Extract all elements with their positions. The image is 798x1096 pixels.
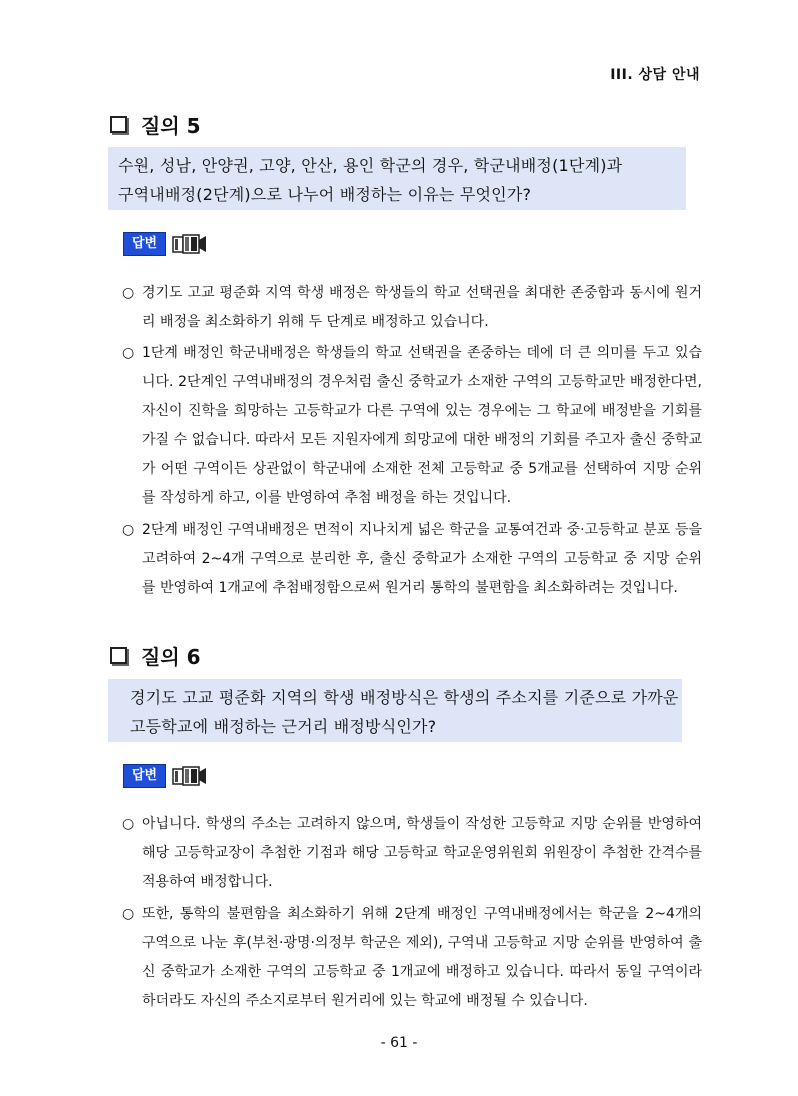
section-header: III. 상담 안내: [610, 67, 700, 83]
list-item: ○ 경기도 고교 평준화 지역 학생 배정은 학생들의 학교 선택권을 최대한 존중함과 동시에 원거리 배정을 최소화하기 위해 두 단계로 배정하고 있습니다.: [122, 285, 702, 330]
question-6-heading: [110, 641, 201, 670]
page-number: - 61 -: [380, 1035, 418, 1051]
video-camera-icon: [172, 764, 208, 788]
question-6-title: 질의 6: [141, 645, 201, 669]
question-5-box: [108, 147, 686, 210]
question-5-line-2: 구역내배정(2단계)으로 나누어 배정하는 이유는 무엇인가?: [118, 185, 532, 204]
video-camera-icon: [172, 232, 208, 256]
question-6-box: [108, 679, 682, 742]
answer-label: 답변: [123, 764, 166, 788]
answer-5-badge: [123, 232, 208, 256]
question-5-title: 질의 5: [141, 114, 201, 138]
square-bullet-icon: [110, 116, 127, 133]
list-item: ○ 2단계 배정인 구역내배정은 면적이 지나치게 넓은 학군을 교통여건과 중·고등학교 분포 등을 고려하여 2~4개 구역으로 분리한 후, 출신 중학교가 소재한 구역의 고등학교 중 지망 순위를 반영하여 1개교에 추첨배정함으로써 원거리 통학의 불편함을 최소화하려는 것입니다.: [122, 522, 702, 596]
list-item: ○ 1단계 배정인 학군내배정은 학생들의 학교 선택권을 존중하는 데에 더 큰 의미를 두고 있습니다. 2단계인 구역내배정의 경우처럼 출신 중학교가 소재한 구역의 고등학교만 배정한다면, 자신이 진학을 희망하는 고등학교가 다른 구역에 있는 경우에는 그 학교에 배정받을 기회를 가질 수 없습니다. 따라서 모든 지원자에게 희망교에 대한 배정의 기회를 주고자 출신 중학교가 어떤 구역이든 상관없이 학군내에 소재한 전체 고등학교 중 5개교를 선택하여 지망 순위를 작성하게 하고, 이를 반영하여 추첨 배정을 하는 것입니다.: [122, 345, 702, 506]
answer-6-badge: [123, 764, 208, 788]
list-item: ○ 또한, 통학의 불편함을 최소화하기 위해 2단계 배정인 구역내배정에서는 학군을 2~4개의 구역으로 나눈 후(부천·광명·의정부 학군은 제외), 구역내 고등학교 지망 순위를 반영하여 출신 중학교가 소재한 구역의 고등학교 중 1개교에 배정하고 있습니다. 따라서 동일 구역이라 하더라도 자신의 주소지로부터 원거리에 있는 학교에 배정될 수 있습니다.: [122, 906, 702, 1009]
question-5-heading: [110, 110, 201, 139]
square-bullet-icon: [110, 647, 127, 664]
question-6-line-2: 고등학교에 배정하는 근거리 배정방식인가?: [130, 717, 437, 736]
list-item: ○ 아닙니다. 학생의 주소는 고려하지 않으며, 학생들이 작성한 고등학교 지망 순위를 반영하여 해당 고등학교장이 추첨한 기점과 해당 고등학교 학교운영위원회 위원장이 추첨한 간격수를 적용하여 배정합니다.: [122, 816, 702, 890]
question-5-line-1: 수원, 성남, 안양권, 고양, 안산, 용인 학군의 경우, 학군내배정(1단계)과: [118, 156, 623, 175]
answer-label: 답변: [123, 232, 166, 256]
question-6-line-1: 경기도 고교 평준화 지역의 학생 배정방식은 학생의 주소지를 기준으로 가까운: [130, 688, 679, 707]
